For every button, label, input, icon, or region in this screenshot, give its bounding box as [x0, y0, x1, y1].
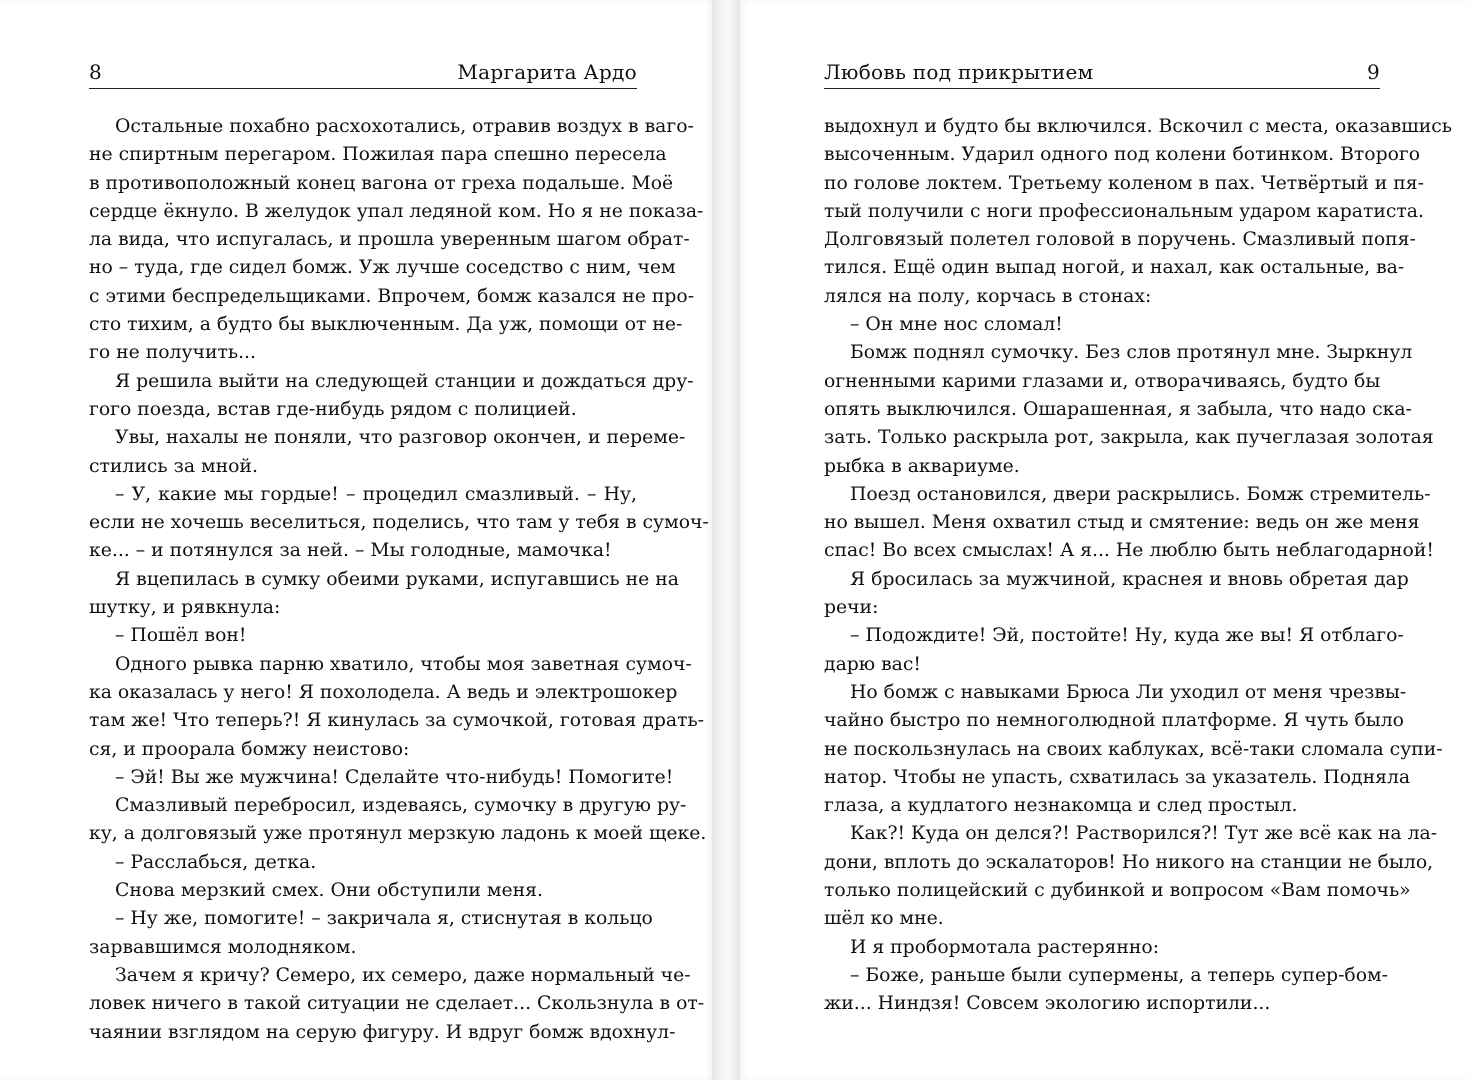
text-line: выдохнул и будто бы включился. Вскочил с места, оказавшись — [824, 116, 1452, 137]
text-line: по голове локтем. Третьему коленом в пах. Четвёртый и пя- — [824, 172, 1424, 194]
text-line: спас! Во всех смыслах! А я... Не люблю быть неблагодарной! — [824, 540, 1434, 562]
text-line: дарю вас! — [824, 653, 921, 675]
text-line: стились за мной. — [89, 455, 258, 477]
left-page — [0, 0, 712, 1080]
text-line: – Подождите! Эй, постойте! Ну, куда же вы! Я отблаго- — [850, 625, 1404, 647]
text-line: лялся на полу, корчась в стонах: — [824, 285, 1152, 307]
text-line: Поезд остановился, двери раскрылись. Бомж стремитель- — [850, 483, 1431, 505]
text-line: речи: — [824, 597, 879, 619]
text-line: ку, а долговязый уже протянул мерзкую ладонь к моей щеке. — [89, 823, 707, 845]
text-line: го не получить... — [89, 342, 256, 364]
text-line: сердце ёкнуло. В желудок упал ледяной ком. Но я не показа- — [89, 200, 704, 222]
text-line: И я пробормотала растерянно: — [850, 936, 1160, 958]
text-line: только полицейский с дубинкой и вопросом «Вам помочь» — [824, 880, 1411, 902]
text-line: с этими беспредельщиками. Впрочем, бомж казался не про- — [89, 285, 695, 307]
text-line: Я бросилась за мужчиной, краснея и вновь обретая дар — [850, 568, 1409, 590]
text-line: ке... – и потянулся за ней. – Мы голодные, мамочка! — [89, 540, 612, 562]
text-line: – Он мне нос сломал! — [850, 314, 1063, 336]
text-line: зать. Только раскрыла рот, закрыла, как пучеглазая золотая — [824, 427, 1434, 449]
text-line: сто тихим, а будто бы выключенным. Да уж, помощи от не- — [89, 314, 683, 336]
text-line: ся, и проорала бомжу неистово: — [89, 738, 410, 760]
text-line: Одного рывка парню хватило, чтобы моя заветная сумоч- — [115, 653, 692, 675]
page-number: 9 — [1366, 60, 1380, 84]
text-line: шутку, и рявкнула: — [89, 597, 281, 619]
text-line: ла вида, что испугалась, и прошла уверенным шагом обрат- — [89, 229, 690, 251]
text-line: Я вцепилась в сумку обеими руками, испугавшись не на — [115, 568, 679, 590]
text-line: – Ну же, помогите! – закричала я, стиснутая в кольцо — [115, 908, 653, 930]
page-number: 8 — [89, 60, 103, 84]
text-line: жи... Ниндзя! Совсем экологию испортили... — [824, 993, 1271, 1015]
text-line: глаза, а кудлатого незнакомца и след простыл. — [824, 795, 1298, 817]
text-line: Я решила выйти на следующей станции и дождаться дру- — [115, 370, 694, 392]
running-head-author: Маргарита Ардо — [457, 60, 637, 84]
text-line: не спиртным перегаром. Пожилая пара спешно пересела — [89, 144, 667, 166]
text-line: – Пошёл вон! — [115, 625, 247, 647]
text-line: – Расслабься, детка. — [115, 851, 317, 873]
text-line: зарвавшимся молодняком. — [89, 936, 357, 958]
text-line: чайно быстро по немноголюдной платформе. Я чуть было — [824, 710, 1404, 732]
text-line: там же! Что теперь?! Я кинулась за сумочкой, готовая драть- — [89, 710, 705, 732]
text-line: ка оказалась у него! Я похолодела. А ведь и электрошокер — [89, 681, 678, 703]
text-line: Но бомж с навыками Брюса Ли уходил от меня чрезвы- — [850, 681, 1407, 703]
text-line: опять выключился. Ошарашенная, я забыла, что надо ска- — [824, 398, 1412, 420]
text-line: Долговязый полетел головой в поручень. Смазливый попя- — [824, 229, 1416, 251]
text-line: чаянии взглядом на серую фигуру. И вдруг бомж вдохнул- — [89, 1021, 676, 1043]
text-line: тый получили с ноги профессиональным ударом каратиста. — [824, 200, 1424, 222]
text-line: Увы, нахалы не поняли, что разговор окончен, и переме- — [115, 427, 686, 449]
text-line: Остальные похабно расхохотались, отравив воздух в ваго- — [115, 116, 694, 137]
text-line: но – туда, где сидел бомж. Уж лучше соседство с ним, чем — [89, 257, 676, 279]
text-line: Как?! Куда он делся?! Растворился?! Тут же всё как на ла- — [850, 823, 1438, 845]
text-line: Снова мерзкий смех. Они обступили меня. — [115, 880, 543, 902]
left-page-body — [89, 113, 709, 1047]
text-line: дони, вплоть до эскалаторов! Но никого на станции не было, — [824, 851, 1434, 873]
text-line: – Эй! Вы же мужчина! Сделайте что-нибудь! Помогите! — [115, 766, 674, 788]
text-line: гого поезда, встав где-нибудь рядом с полицией. — [89, 398, 577, 420]
book-spine — [712, 0, 740, 1080]
text-line: – Боже, раньше были супермены, а теперь супер-бом- — [850, 964, 1388, 986]
text-line: натор. Чтобы не упасть, схватилась за указатель. Подняла — [824, 766, 1411, 788]
text-line: не поскользнулась на своих каблуках, всё-таки сломала супи- — [824, 738, 1443, 760]
right-page-body — [824, 113, 1452, 1019]
text-line: Бомж поднял сумочку. Без слов протянул мне. Зыркнул — [850, 342, 1413, 364]
text-line: шёл ко мне. — [824, 908, 944, 930]
text-line: Зачем я кричу? Семеро, их семеро, даже нормальный че- — [115, 964, 691, 986]
left-page-header — [89, 56, 637, 89]
text-line: тился. Ещё один выпад ногой, и нахал, как остальные, ва- — [824, 257, 1405, 279]
text-line: в противоположный конец вагона от греха подальше. Моё — [89, 172, 674, 194]
text-line: рыбка в аквариуме. — [824, 455, 1020, 477]
text-line: высоченным. Ударил одного под колени ботинком. Второго — [824, 144, 1421, 166]
text-line: ловек ничего в такой ситуации не сделает... Скользнула в от- — [89, 993, 705, 1015]
text-line: – У, какие мы гордые! – процедил смазливый. – Ну, — [115, 483, 637, 505]
running-head-title: Любовь под прикрытием — [824, 60, 1094, 84]
text-line: огненными карими глазами и, отворачиваясь, будто бы — [824, 370, 1381, 392]
text-line: Смазливый перебросил, издеваясь, сумочку в другую ру- — [115, 795, 687, 817]
text-line: но вышел. Меня охватил стыд и смятение: ведь он же меня — [824, 512, 1420, 534]
right-page — [740, 0, 1468, 1080]
right-page-header — [824, 56, 1380, 89]
text-line: если не хочешь веселиться, поделись, что там у тебя в сумоч- — [89, 512, 709, 534]
